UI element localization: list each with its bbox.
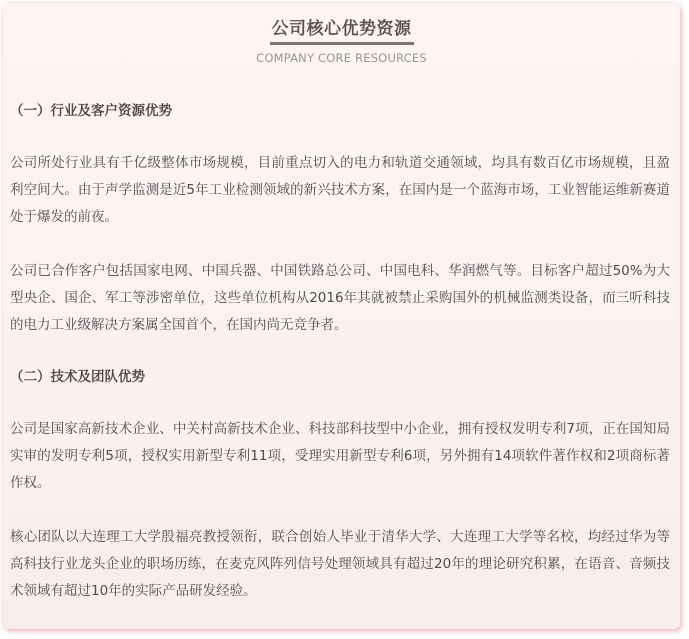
- page-title: 公司核心优势资源: [270, 17, 414, 45]
- paragraph-patents: 公司是国家高新技术企业、中关村高新技术企业、科技部科技型中小企业，拥有授权发明专利7项，正在国知局实审的发明专利5项，授权实用新型专利11项，受理实用新型专利6项，另外拥有14项软件著作权和2项商标著作权。: [10, 421, 670, 491]
- paragraph-customers: 公司已合作客户包括国家电网、中国兵器、中国铁路总公司、中国电科、华润燃气等。目标客户超过50%为大型央企、国企、军工等涉密单位，这些单位机构从2016年其就被禁止采购国外的机械监测类设备，而三听科技的电力工业级解决方案属全国首个，在国内尚无竞争者。: [10, 263, 670, 333]
- section-heading-technology: （二）技术及团队优势: [10, 369, 145, 385]
- spacer: [10, 231, 670, 258]
- section-heading-industry: （一）行业及客户资源优势: [10, 103, 172, 119]
- spacer: [10, 497, 670, 524]
- header: [3, 17, 680, 65]
- spacer: [10, 124, 670, 150]
- article-body: [10, 98, 670, 605]
- spacer: [10, 390, 670, 416]
- paragraph-market: 公司所处行业具有千亿级整体市场规模，目前重点切入的电力和轨道交通领域，均具有数百亿市场规模，且盈利空间大。由于声学监测是近5年工业检测领域的新兴技术方案，在国内是一个蓝海市场，工业智能运维新赛道处于爆发的前夜。: [10, 155, 670, 225]
- paragraph-team: 核心团队以大连理工大学殷福亮教授领衔，联合创始人毕业于清华大学、大连理工大学等名校，均经过华为等高科技行业龙头企业的职场历练，在麦克风阵列信号处理领域具有超过20年的理论研究积累，在语音、音频技术领域有超过10年的实际产品研发经验。: [10, 529, 670, 599]
- spacer: [10, 339, 670, 364]
- page-subtitle: COMPANY CORE RESOURCES: [256, 51, 427, 65]
